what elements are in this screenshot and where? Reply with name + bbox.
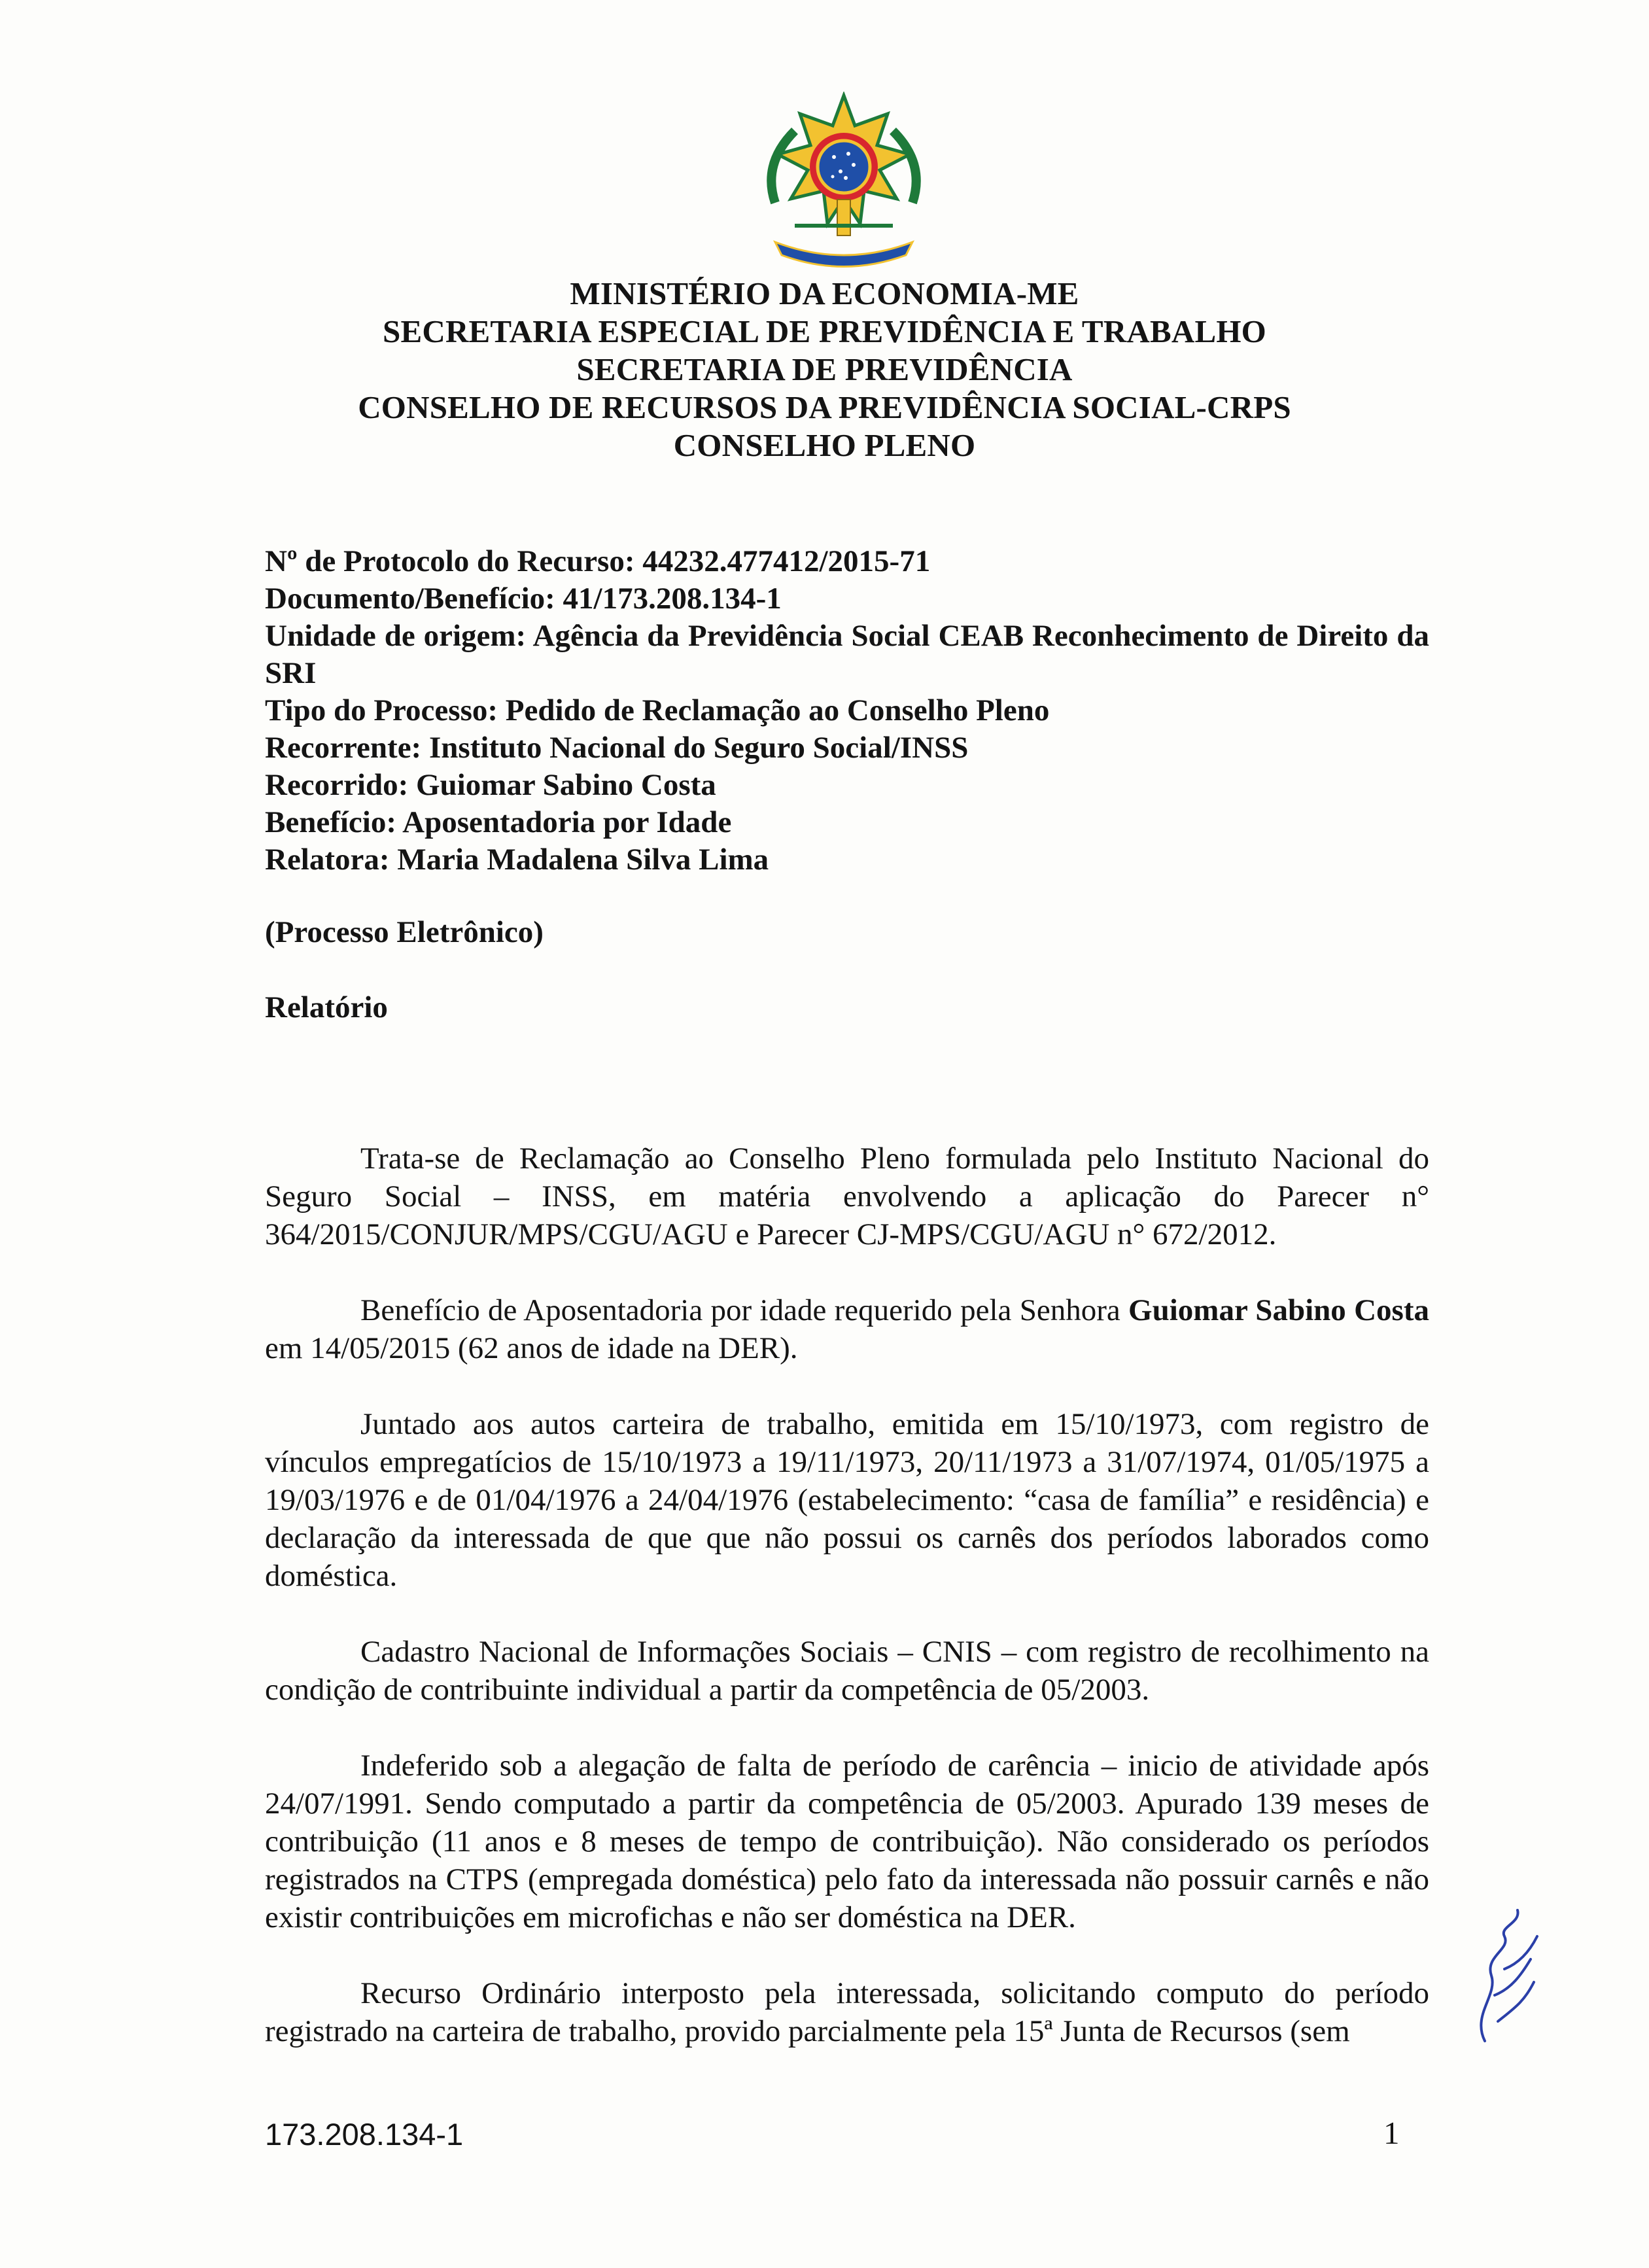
footer-document-number: 173.208.134-1 <box>265 2117 464 2152</box>
paragraph-3: Juntado aos autos carteira de trabalho, emitida em 15/10/1973, com registro de vínculos empregatícios de 15/10/1973 a 19/11/1973, 20/11/1973 a 31/07/1974, 01/05/1975 a 19/03/1976 e de 01/04/1976 a 24/04/1976 (estabelecimento: “casa de família” e residência) e declaração da interessada de que que não possui os carnês dos períodos laborados como doméstica. <box>265 1407 1429 1593</box>
header-special-secretariat: SECRETARIA ESPECIAL DE PREVIDÊNCIA E TRABALHO <box>383 313 1266 349</box>
page-number: 1 <box>1383 2115 1400 2151</box>
document-header <box>196 275 1453 464</box>
paragraph-5: Indeferido sob a alegação de falta de período de carência – inicio de atividade após 24/07/1991. Sendo computado a partir da competência de 05/2003. Apurado 139 meses de contribuição (11 anos e 8 meses de tempo de contribuição). Não considerado os períodos registrados na CTPS (empregada doméstica) pelo fato da interessada não possuir carnês e não existir contribuições em microfichas e não ser doméstica na DER. <box>265 1749 1429 1934</box>
header-ministry: MINISTÉRIO DA ECONOMIA-ME <box>570 275 1079 311</box>
paragraph-4: Cadastro Nacional de Informações Sociais – CNIS – com registro de recolhimento na condição de contribuinte individual a partir da competência de 05/2003. <box>265 1635 1429 1707</box>
header-council: CONSELHO DE RECURSOS DA PREVIDÊNCIA SOCIAL-CRPS <box>358 389 1291 425</box>
protocol-number: Nº de Protocolo do Recurso: 44232.477412/2015-71 <box>265 544 931 578</box>
paragraph-2: Benefício de Aposentadoria por idade requerido pela Senhora Guiomar Sabino Costa em 14/05/2015 (62 anos de idade na DER). <box>265 1293 1429 1365</box>
electronic-process-label: (Processo Eletrônico) <box>265 915 544 949</box>
paragraph-1: Trata-se de Reclamação ao Conselho Pleno formulada pelo Instituto Nacional do Seguro Social – INSS, em matéria envolvendo a aplicação do Parecer n° 364/2015/CONJUR/MPS/CGU/AGU e Parecer CJ-MPS/CGU/AGU n° 672/2012. <box>265 1142 1429 1251</box>
header-plenary: CONSELHO PLENO <box>673 427 976 463</box>
benefit-type: Benefício: Aposentadoria por Idade <box>265 805 732 839</box>
rapporteur: Relatora: Maria Madalena Silva Lima <box>265 843 769 877</box>
beneficiary-name: Guiomar Sabino Costa <box>1128 1293 1429 1327</box>
respondent: Recorrido: Guiomar Sabino Costa <box>265 768 716 802</box>
process-type: Tipo do Processo: Pedido de Reclamação ao Conselho Pleno <box>265 693 1050 727</box>
report-body <box>265 1140 1429 2088</box>
header-secretariat: SECRETARIA DE PREVIDÊNCIA <box>576 351 1073 387</box>
coat-of-arms-icon <box>749 92 939 281</box>
process-metadata <box>265 543 1429 879</box>
report-heading: Relatório <box>265 990 388 1024</box>
appellant: Recorrente: Instituto Nacional do Seguro Social/INSS <box>265 731 969 765</box>
origin-unit: Unidade de origem: Agência da Previdência Social CEAB Reconhecimento de Direito da SRI <box>265 619 1429 690</box>
document-benefit-number: Documento/Benefício: 41/173.208.134-1 <box>265 582 782 616</box>
paragraph-6: Recurso Ordinário interposto pela interessada, solicitando computo do período registrado na carteira de trabalho, provido parcialmente pela 15ª Junta de Recursos (sem <box>265 1976 1429 2048</box>
handwritten-signature-icon <box>1459 1897 1557 2054</box>
